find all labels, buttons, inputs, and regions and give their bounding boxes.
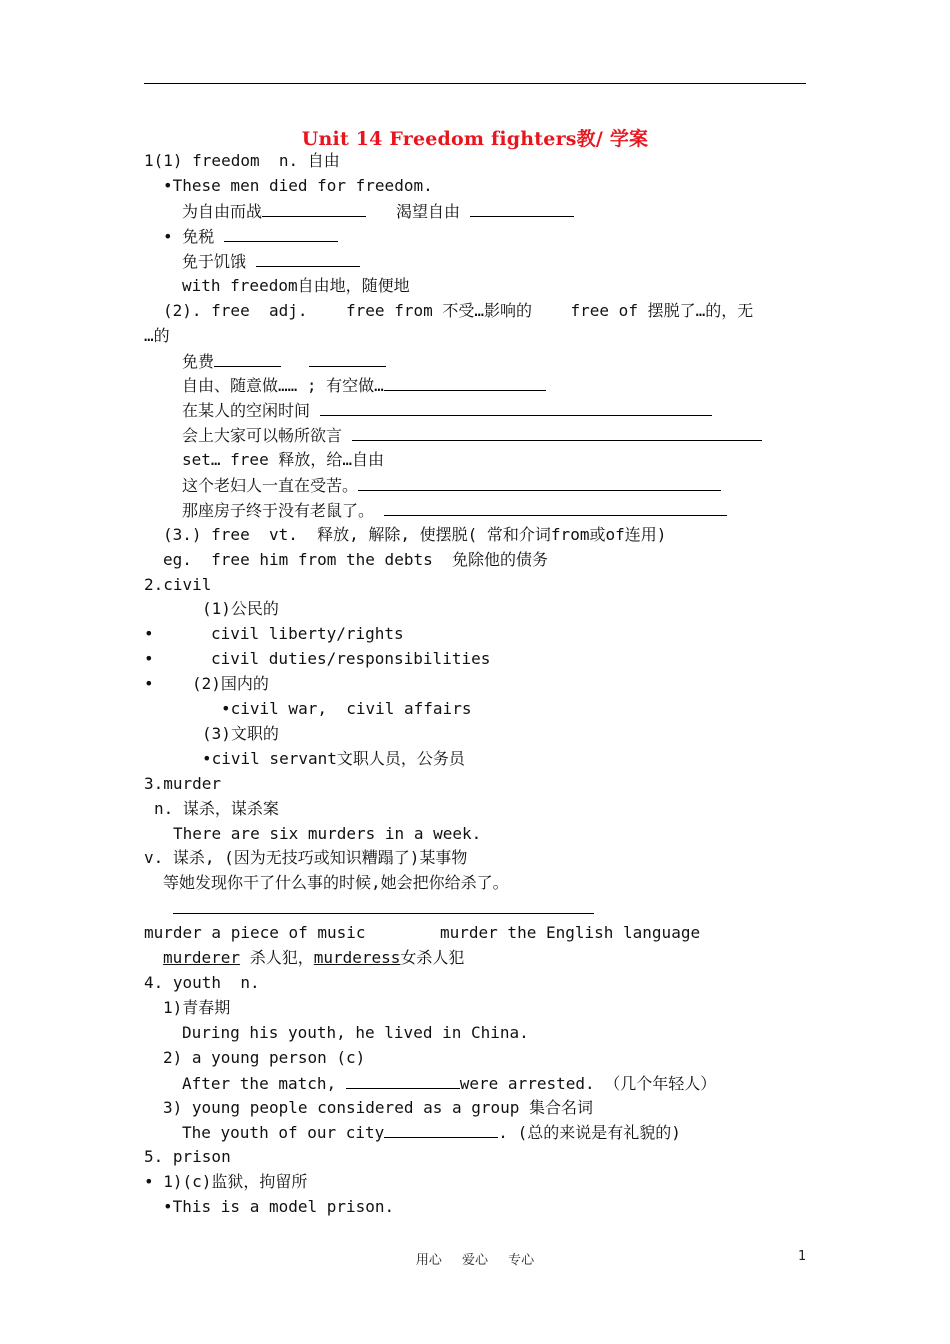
footer-text: 用心 爱心 专心 bbox=[415, 1253, 535, 1268]
text-line: eg. free him from the debts 免除他的债务 bbox=[163, 550, 548, 569]
text-line: There are six murders in a week. bbox=[173, 824, 482, 843]
text-line bbox=[163, 226, 338, 247]
text-line: •civil war, civil affairs bbox=[221, 699, 472, 718]
text-line: with freedom自由地，随便地 bbox=[182, 276, 410, 295]
page-title: Unit 14 Freedom fighters教/ 学案 bbox=[301, 128, 649, 150]
underlined-term: murderer bbox=[163, 948, 241, 967]
text-line bbox=[182, 351, 386, 372]
text-line: murder the English language bbox=[440, 923, 701, 942]
fill-blank bbox=[384, 1122, 498, 1138]
text-line: 1(1) freedom n. 自由 bbox=[144, 151, 340, 170]
text-segment: • 免税 bbox=[163, 227, 224, 246]
text-line: (3)文职的 bbox=[202, 724, 279, 743]
text-segment: 渴望自由 bbox=[396, 202, 470, 221]
text-line: n. 谋杀，谋杀案 bbox=[154, 799, 279, 818]
text-line bbox=[182, 500, 727, 521]
text-line: •These men died for freedom. bbox=[163, 176, 433, 195]
bullet: • bbox=[144, 624, 154, 643]
fill-blank bbox=[352, 425, 762, 441]
text-line bbox=[182, 400, 712, 421]
fill-blank bbox=[256, 251, 360, 267]
text-segment: were arrested. （几个年轻人） bbox=[459, 1074, 717, 1093]
text-line: 3) young people considered as a group 集合名词 bbox=[163, 1098, 594, 1117]
text-segment: 为自由而战 bbox=[182, 202, 263, 221]
text-line: (1)公民的 bbox=[202, 599, 279, 618]
header-rule bbox=[144, 83, 806, 84]
text-segment: 免费 bbox=[182, 352, 215, 371]
text-line bbox=[182, 425, 762, 446]
fill-blank bbox=[384, 375, 546, 391]
text-line: murder a piece of music bbox=[144, 923, 366, 942]
text-line: •civil servant文职人员，公务员 bbox=[202, 749, 465, 768]
page-number: 1 bbox=[798, 1249, 807, 1264]
text-line: 2.civil bbox=[144, 575, 212, 594]
text-line: v. 谋杀, (因为无技巧或知识糟蹋了)某事物 bbox=[144, 848, 468, 867]
text-line: •This is a model prison. bbox=[163, 1197, 395, 1216]
text-line: …的 bbox=[144, 326, 170, 345]
text-line bbox=[182, 201, 574, 222]
text-line: 2) a young person (c) bbox=[163, 1048, 366, 1067]
text-segment: 这个老妇人一直在受苦。 bbox=[182, 476, 359, 495]
underlined-term: murderess bbox=[313, 948, 401, 967]
text-line: 1)青春期 bbox=[163, 998, 231, 1017]
text-line: set… free 释放，给…自由 bbox=[182, 450, 384, 469]
text-line: (2). free adj. free from 不受…影响的 free of 摆脱了…的，无 bbox=[163, 301, 754, 320]
text-segment: After the match, bbox=[182, 1074, 346, 1093]
text-segment: 那座房子终于没有老鼠了。 bbox=[182, 501, 384, 520]
text-segment: 杀人犯， bbox=[240, 948, 314, 967]
text-line bbox=[182, 1122, 681, 1143]
text-line: 3.murder bbox=[144, 774, 222, 793]
text-line: During his youth, he lived in China. bbox=[182, 1023, 529, 1042]
fill-blank bbox=[358, 475, 721, 491]
text-line: 4. youth n. bbox=[144, 973, 260, 992]
text-line bbox=[163, 948, 464, 968]
fill-blank bbox=[309, 351, 386, 367]
bullet: • bbox=[144, 649, 154, 668]
fill-blank bbox=[346, 1073, 460, 1089]
fill-blank bbox=[470, 201, 574, 217]
fill-blank bbox=[320, 400, 712, 416]
fill-blank bbox=[224, 226, 338, 242]
text-line: (2)国内的 bbox=[192, 674, 269, 693]
text-line: civil duties/responsibilities bbox=[211, 649, 491, 668]
text-segment: 女杀人犯 bbox=[400, 948, 465, 967]
text-segment: 自由、随意做…… ; 有空做… bbox=[182, 376, 384, 395]
text-segment: 在某人的空闲时间 bbox=[182, 401, 320, 420]
text-segment: 会上大家可以畅所欲言 bbox=[182, 426, 352, 445]
fill-blank bbox=[214, 351, 281, 367]
fill-blank bbox=[173, 913, 594, 914]
text-line bbox=[182, 475, 721, 496]
text-line: civil liberty/rights bbox=[211, 624, 404, 643]
text-line: • 1)(c)监狱，拘留所 bbox=[144, 1172, 308, 1191]
text-line: 5. prison bbox=[144, 1147, 231, 1166]
text-line: (3.) free vt. 释放, 解除, 使摆脱( 常和介词from或of连用) bbox=[163, 525, 667, 544]
fill-blank bbox=[384, 500, 727, 516]
fill-blank bbox=[262, 201, 366, 217]
text-segment: 免于饥饿 bbox=[182, 252, 256, 271]
bullet: • bbox=[144, 674, 154, 693]
text-segment: . (总的来说是有礼貌的) bbox=[498, 1123, 681, 1142]
text-line bbox=[182, 375, 546, 396]
text-line bbox=[182, 251, 360, 272]
text-segment: The youth of our city bbox=[182, 1123, 385, 1142]
text-line: 等她发现你干了什么事的时候,她会把你给杀了。 bbox=[163, 873, 509, 892]
text-line bbox=[182, 1073, 716, 1094]
